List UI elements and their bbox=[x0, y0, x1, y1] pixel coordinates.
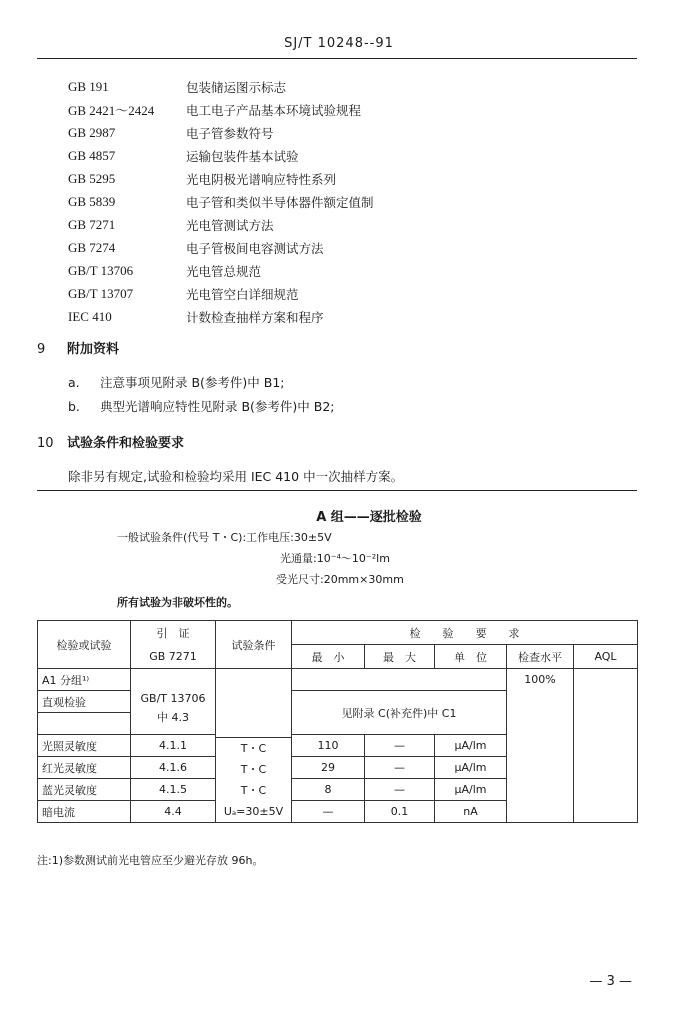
ref-code: GB/T 13707 bbox=[68, 285, 134, 301]
ref-title: 电子管参数符号 bbox=[186, 125, 274, 141]
min-value: 8 bbox=[292, 779, 365, 801]
ref-code: GB 191 bbox=[68, 78, 109, 94]
header-ref-standard: GB 7271 bbox=[131, 645, 216, 669]
min-value: 110 bbox=[292, 735, 365, 757]
page-number: — 3 — bbox=[589, 974, 632, 989]
ref-code: IEC 410 bbox=[68, 308, 112, 324]
ref-title: 光电阴极光谱响应特性系列 bbox=[186, 171, 337, 187]
test-name: 红光灵敏度 bbox=[38, 757, 131, 779]
visual-ref-cell bbox=[131, 669, 216, 735]
list-item bbox=[68, 190, 374, 213]
unit-value: μA/lm bbox=[435, 757, 507, 779]
ref-code: GB/T 13706 bbox=[68, 262, 134, 278]
section-number: 9 bbox=[37, 342, 46, 357]
unit-value: nA bbox=[435, 801, 507, 823]
condition-cell: Uₐ=30±5V bbox=[223, 805, 284, 818]
unit-value: μA/lm bbox=[435, 779, 507, 801]
ref-code: GB 7274 bbox=[68, 239, 116, 255]
list-item bbox=[68, 121, 374, 144]
visual-ref-clause: 中 4.3 bbox=[157, 711, 189, 724]
header-conditions: 试验条件 bbox=[216, 621, 292, 669]
header-unit: 单 位 bbox=[435, 645, 507, 669]
ref-title: 光电管测试方法 bbox=[186, 217, 274, 233]
ref-title: 计数检查抽样方案和程序 bbox=[186, 309, 324, 325]
header-max: 最 大 bbox=[365, 645, 435, 669]
ref-code: GB 2987 bbox=[68, 124, 116, 140]
ref-clause: 4.1.1 bbox=[131, 735, 216, 757]
section-title: 试验条件和检验要求 bbox=[67, 436, 185, 451]
list-item bbox=[68, 236, 374, 259]
table-title: A 组——逐批检验 bbox=[316, 510, 422, 525]
aql-cell bbox=[574, 669, 638, 823]
test-condition-line: 一般试验条件(代号 T・C):工作电压:30±5V bbox=[117, 531, 332, 544]
min-value: 29 bbox=[292, 757, 365, 779]
ref-title: 电子管和类似半导体器件额定值制 bbox=[186, 194, 374, 210]
list-item bbox=[68, 167, 374, 190]
list-item bbox=[68, 144, 374, 167]
section-10-heading bbox=[37, 432, 184, 451]
blank-cell bbox=[292, 669, 507, 691]
footnote: 注:1)参数测试前光电管应至少避光存放 96h。 bbox=[37, 854, 264, 867]
test-name: 直观检验 bbox=[38, 691, 131, 713]
header-level: 检查水平 bbox=[507, 645, 574, 669]
nondestructive-note: 所有试验为非破坏性的。 bbox=[117, 596, 238, 609]
condition-cell: T・C bbox=[240, 784, 267, 797]
section-10-text: 除非另有规定,试验和检验均采用 IEC 410 中一次抽样方案。 bbox=[68, 469, 404, 484]
max-value: — bbox=[365, 779, 435, 801]
visual-requirement: 见附录 C(补充件)中 C1 bbox=[292, 691, 507, 735]
section-title: 附加资料 bbox=[67, 342, 120, 357]
header-aql: AQL bbox=[574, 645, 638, 669]
unit-value: μA/lm bbox=[435, 735, 507, 757]
subgroup-label: A1 分组¹⁾ bbox=[38, 669, 131, 691]
condition-column bbox=[216, 669, 292, 823]
ref-code: GB 5295 bbox=[68, 170, 116, 186]
min-value: — bbox=[292, 801, 365, 823]
blank-cell bbox=[38, 713, 131, 735]
ref-code: GB 2421～2424 bbox=[68, 103, 155, 118]
visual-ref-standard: GB/T 13706 bbox=[140, 692, 206, 705]
list-item bbox=[68, 373, 285, 391]
ref-code: GB 7271 bbox=[68, 216, 116, 232]
max-value: 0.1 bbox=[365, 801, 435, 823]
section-number: 10 bbox=[37, 436, 54, 451]
list-item bbox=[68, 397, 335, 415]
item-label: b. bbox=[68, 399, 80, 414]
condition-cell: T・C bbox=[216, 737, 291, 759]
table-row bbox=[38, 669, 638, 691]
header-requirements: 检 验 要 求 bbox=[292, 621, 638, 645]
inspection-table bbox=[37, 620, 638, 823]
max-value: — bbox=[365, 757, 435, 779]
test-name: 暗电流 bbox=[38, 801, 131, 823]
doc-id: SJ/T 10248--91 bbox=[284, 36, 394, 51]
item-label: a. bbox=[68, 375, 80, 390]
list-item bbox=[68, 98, 374, 121]
test-name: 光照灵敏度 bbox=[38, 735, 131, 757]
ref-title: 光电管空白详细规范 bbox=[186, 286, 299, 302]
test-condition-line: 受光尺寸:20mm×30mm bbox=[276, 573, 404, 586]
divider bbox=[37, 490, 637, 491]
ref-clause: 4.4 bbox=[131, 801, 216, 823]
condition-cell: T・C bbox=[240, 763, 267, 776]
ref-clause: 4.1.6 bbox=[131, 757, 216, 779]
list-item bbox=[68, 305, 374, 328]
ref-code: GB 4857 bbox=[68, 147, 116, 163]
header-rule bbox=[37, 58, 637, 59]
item-text: 典型光谱响应特性见附录 B(参考件)中 B2; bbox=[100, 399, 335, 414]
item-text: 注意事项见附录 B(参考件)中 B1; bbox=[100, 375, 285, 390]
ref-title: 运输包装件基本试验 bbox=[186, 148, 299, 164]
ref-title: 包装储运图示标志 bbox=[186, 79, 287, 95]
max-value: — bbox=[365, 735, 435, 757]
test-name: 蓝光灵敏度 bbox=[38, 779, 131, 801]
list-item bbox=[68, 259, 374, 282]
header-min: 最 小 bbox=[292, 645, 365, 669]
list-item bbox=[68, 213, 374, 236]
level-cell: 100% bbox=[507, 669, 574, 823]
header-ref: 引 证 bbox=[131, 621, 216, 645]
ref-title: 电子管极间电容测试方法 bbox=[186, 240, 324, 256]
list-item bbox=[68, 75, 374, 98]
ref-title: 光电管总规范 bbox=[186, 263, 262, 279]
ref-code: GB 5839 bbox=[68, 193, 116, 209]
ref-title: 电工电子产品基本环境试验规程 bbox=[186, 102, 362, 118]
header-test: 检验或试验 bbox=[38, 621, 131, 669]
ref-clause: 4.1.5 bbox=[131, 779, 216, 801]
list-item bbox=[68, 282, 374, 305]
test-condition-line: 光通量:10⁻⁴～10⁻²lm bbox=[280, 552, 390, 565]
reference-list bbox=[68, 75, 374, 328]
section-9-heading bbox=[37, 338, 119, 357]
